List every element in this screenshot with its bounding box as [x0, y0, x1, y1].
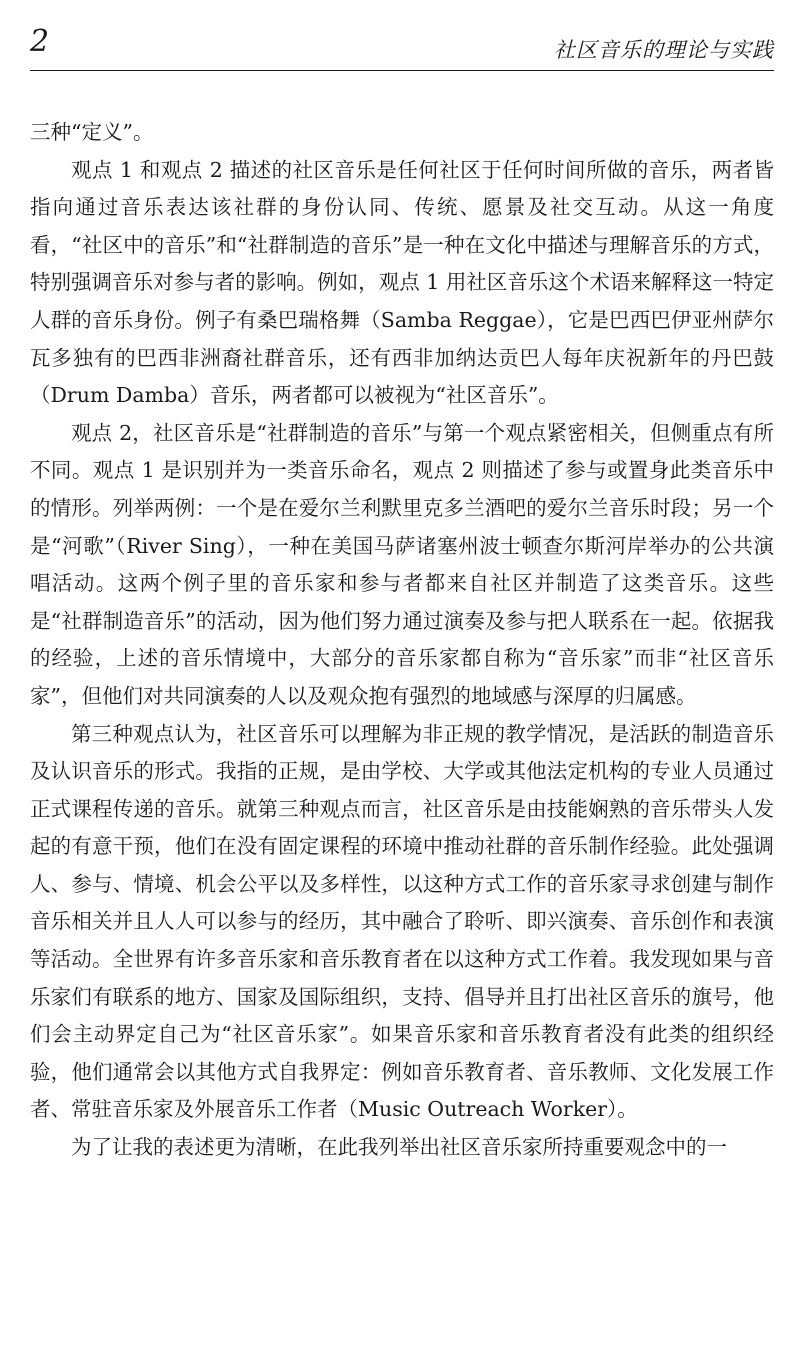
- paragraph-views-1-2: 观点 1 和观点 2 描述的社区音乐是任何社区于任何时间所做的音乐，两者皆指向通过音乐表达该社群的身份认同、传统、愿景及社交互动。从这一角度看，“社区中的音乐”和“社群制造的音乐”是一种在文化中描述与理解音乐的方式，特别强调音乐对参与者的影响。例如，观点 1 用社区音乐这个术语来解释这一特定人群的音乐身份。例子有桑巴瑞格舞（Samba Reggae），它是巴西巴伊亚州萨尔瓦多独有的巴西非洲裔社群音乐，还有西非加纳达贡巴人每年庆祝新年的丹巴鼓（Drum Damba）音乐，两者都可以被视为“社区音乐”。: [30, 157, 774, 408]
- running-title: 社区音乐的理论与实践: [554, 38, 774, 62]
- paragraph-final: 为了让我的表述更为清晰，在此我列举出社区音乐家所持重要观念中的一: [71, 1135, 727, 1160]
- paragraph-view-3: 第三种观点认为，社区音乐可以理解为非正规的教学情况，是活跃的制造音乐及认识音乐的形式。我指的正规，是由学校、大学或其他法定机构的专业人员通过正式课程传递的音乐。就第三种观点而言，社区音乐是由技能娴熟的音乐带头人发起的有意干预，他们在没有固定课程的环境中推动社群的音乐制作经验。此处强调人、参与、情境、机会公平以及多样性，以这种方式工作的音乐家寻求创建与制作音乐相关并且人人可以参与的经历，其中融合了聆听、即兴演奏、音乐创作和表演等活动。全世界有许多音乐家和音乐教育者在以这种方式工作着。我发现如果与音乐家们有联系的地方、国家及国际组织，支持、倡导并且打出社区音乐的旗号，他们会主动界定自己为“社区音乐家”。如果音乐家和音乐教育者没有此类的组织经验，他们通常会以其他方式自我界定：例如音乐教育者、音乐教师、文化发展工作者、常驻音乐家及外展音乐工作者（Music Outreach Worker）。: [30, 721, 774, 1122]
- page-header: [30, 20, 774, 70]
- header-divider: [30, 70, 774, 71]
- paragraph-continuation: 三种“定义”。: [30, 120, 154, 144]
- body-text: [30, 114, 774, 1167]
- paragraph-view-2: 观点 2，社区音乐是“社群制造的音乐”与第一个观点紧密相关，但侧重点有所不同。观点 1 是识别并为一类音乐命名，观点 2 则描述了参与或置身此类音乐中的情形。列举两例：一个是在爱尔兰利默里克多兰酒吧的爱尔兰音乐时段；另一个是“河歌”（River Sing），一种在美国马萨诸塞州波士顿查尔斯河岸举办的公共演唱活动。这两个例子里的音乐家和参与者都来自社区并制造了这类音乐。这些是“社群制造音乐”的活动，因为他们努力通过演奏及参与把人联系在一起。依据我的经验，上述的音乐情境中，大部分的音乐家都自称为“音乐家”而非“社区音乐家”，但他们对共同演奏的人以及观众抱有强烈的地域感与深厚的归属感。: [30, 420, 774, 708]
- page-number: 2: [30, 24, 50, 59]
